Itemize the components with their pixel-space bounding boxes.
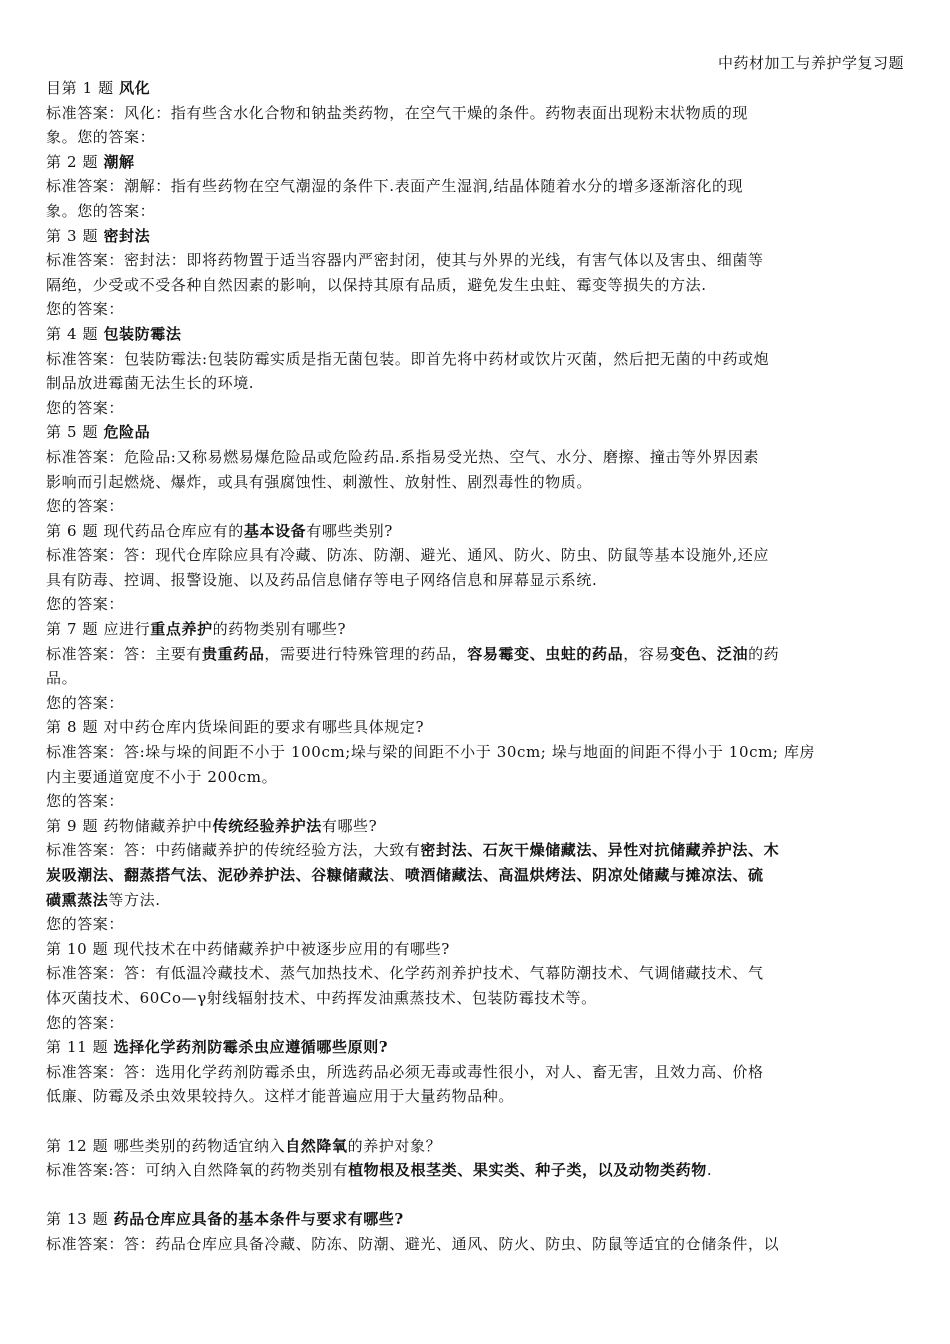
text-segment: ，容易 (623, 644, 671, 663)
answer-text-line (46, 101, 908, 126)
answer-text-line (46, 1060, 908, 1085)
bold-text: 密封法 (103, 226, 151, 245)
answer-text-line (46, 125, 908, 150)
question-number: 第 2 题 (46, 152, 104, 171)
text-segment: 您的答案： (46, 398, 125, 417)
text-segment: 标准答案：答：中药储藏养护的传统经验方法，大致有 (46, 841, 421, 860)
bold-text: 危险品 (103, 423, 151, 442)
text-segment: 的养护对象？ (347, 1136, 442, 1155)
question-heading (46, 617, 908, 642)
text-segment: 等方法. (108, 890, 161, 909)
bold-text: 风化 (119, 79, 151, 97)
answer-text-line (46, 1084, 908, 1109)
answer-text-line (46, 666, 908, 691)
text-segment: 品。 (46, 669, 78, 688)
question-heading (46, 76, 908, 101)
text-segment: 制品放进霉菌无法生长的环境. (46, 374, 255, 393)
answer-text-line (46, 174, 908, 199)
text-segment: 哪些类别的药物适宜纳入 (113, 1136, 286, 1155)
text-segment: 的药物类别有哪些? (212, 620, 347, 639)
text-segment: 您的答案： (46, 693, 125, 712)
question-heading (46, 715, 908, 740)
text-segment: 的药 (748, 644, 780, 663)
answer-text-line (46, 691, 908, 716)
bold-text: 喷酒储藏法、高温烘烤法、阴凉处储藏与摊凉法、硫 (404, 866, 764, 884)
question-number: 第 6 题 (46, 521, 104, 540)
text-segment: 您的答案： (46, 792, 125, 811)
bold-text: 变色、泛油 (670, 644, 749, 663)
bold-text: 植物根及根茎类、果实类、种子类，以及动物类药物 (348, 1161, 707, 1180)
bold-text: 潮解 (103, 152, 135, 171)
answer-text-line (46, 642, 908, 667)
question-heading (46, 1134, 908, 1159)
question-heading (46, 814, 908, 839)
text-segment: 、 (389, 866, 405, 884)
text-segment: 隔绝，少受或不受各种自然因素的影响，以保持其原有品质，避免发生虫蛀、霉变等损失的方法. (46, 275, 707, 294)
bold-text: 密封法、石灰干燥储藏法、异性对抗储藏养护法、木 (420, 841, 780, 860)
bold-text: 包装防霉法 (103, 324, 182, 343)
text-segment: 现代药品仓库应有的 (103, 521, 244, 540)
bold-text: 基本设备 (243, 521, 307, 540)
question-heading (46, 150, 908, 175)
text-segment: 标准答案：答:垛与垛的间距不小于 100cm;垛与梁的间距不小于 30cm; 垛与地面的间距不得小于 10cm; 库房 (46, 743, 816, 762)
text-segment: 标准答案：危险品:又称易燃易爆危险品或危险药品.系指易受光热、空气、水分、磨擦、撞击等外界因素 (46, 447, 760, 466)
page-header-title: 中药材加工与养护学复习题 (717, 54, 904, 72)
question-heading (46, 420, 908, 445)
question-number: 第 7 题 (46, 620, 104, 639)
bold-text: 磺熏蒸法 (46, 890, 109, 909)
text-segment: 您的答案： (46, 497, 125, 516)
bold-text: 容易霉变、虫蛀的药品 (467, 644, 624, 663)
question-number: 目第 1 题 (46, 79, 120, 97)
text-segment: 对中药仓库内货垛间距的要求有哪些具体规定? (103, 718, 425, 737)
question-heading (46, 937, 908, 962)
text-segment: ，需要进行特殊管理的药品， (264, 644, 468, 663)
text-segment: 象。您的答案： (46, 128, 156, 147)
answer-text-line (46, 445, 908, 470)
question-number: 第 13 题 (46, 1210, 114, 1229)
question-number: 第 5 题 (46, 423, 104, 442)
question-heading (46, 1207, 908, 1232)
answer-text-line (46, 470, 908, 495)
question-heading (46, 519, 908, 544)
question-number: 第 11 题 (46, 1038, 114, 1057)
answer-text-line (46, 1011, 908, 1036)
answer-text-line (46, 199, 908, 224)
question-heading (46, 1035, 908, 1060)
answer-text-line (46, 1158, 908, 1183)
text-segment: 标准答案：答：现代仓库除应具有冷藏、防冻、防潮、避光、通风、防火、防虫、防鼠等基本设施外,还应 (46, 546, 769, 565)
answer-text-line (46, 273, 908, 298)
bold-text: 炭吸潮法、翻蒸搭气法、泥砂养护法、谷糠储藏法 (46, 866, 390, 884)
question-number: 第 8 题 (46, 718, 104, 737)
answer-text-line (46, 765, 908, 790)
answer-text-line (46, 961, 908, 986)
question-number: 第 4 题 (46, 324, 104, 343)
answer-text-line (46, 297, 908, 322)
answer-text-line (46, 888, 908, 913)
bold-text: 选择化学药剂防霉杀虫应遵循哪些原则? (113, 1038, 389, 1057)
answer-text-line (46, 912, 908, 937)
question-number: 第 10 题 (46, 939, 114, 958)
text-segment: 体灭菌技术、60Co—γ射线辐射技术、中药挥发油熏蒸技术、包装防霉技术等。 (46, 988, 597, 1007)
bold-text: 自然降氧 (285, 1136, 348, 1155)
text-segment: 有哪些? (321, 816, 378, 835)
question-number: 第 9 题 (46, 816, 104, 835)
bold-text: 药品仓库应具备的基本条件与要求有哪些? (113, 1210, 404, 1229)
answer-text-line (46, 863, 908, 888)
text-segment: 象。您的答案： (46, 201, 156, 220)
text-segment: 药物储藏养护中 (103, 816, 213, 835)
text-segment: 您的答案： (46, 915, 125, 934)
blank-line (46, 1183, 908, 1208)
answer-text-line (46, 986, 908, 1011)
question-number: 第 12 题 (46, 1136, 114, 1155)
text-segment: 标准答案:答：可纳入自然降氧的药物类别有 (46, 1161, 349, 1180)
answer-text-line (46, 838, 908, 863)
text-segment: 影响而引起燃烧、爆炸，或具有强腐蚀性、刺激性、放射性、剧烈毒性的物质。 (46, 472, 593, 491)
text-segment: 标准答案：密封法：即将药物置于适当容器内严密封闭，使其与外界的光线，有害气体以及害虫、细菌等 (46, 251, 764, 270)
text-segment: 您的答案： (46, 1013, 125, 1032)
text-segment: 标准答案：潮解：指有些药物在空气潮湿的条件下.表面产生湿润,结晶体随着水分的增多逐渐溶化的现 (46, 177, 744, 196)
answer-text-line (46, 396, 908, 421)
bold-text: 传统经验养护法 (212, 816, 322, 835)
text-segment: 低廉、防霉及杀虫效果较持久。这样才能普遍应用于大量药物品种。 (46, 1087, 515, 1106)
answer-text-line (46, 1232, 908, 1257)
answer-text-line (46, 592, 908, 617)
question-heading (46, 322, 908, 347)
bold-text: 贵重药品 (202, 644, 265, 663)
question-list (46, 76, 908, 1257)
text-segment: 标准答案：答：选用化学药剂防霉杀虫，所选药品必须无毒或毒性很小，对人、畜无害，且效力高、价格 (46, 1062, 764, 1081)
text-segment: 内主要通道宽度不小于 200cm。 (46, 767, 278, 786)
text-segment: 标准答案：答：有低温冷藏技术、蒸气加热技术、化学药剂养护技术、气幕防潮技术、气调储藏技术、气 (46, 964, 764, 983)
answer-text-line (46, 789, 908, 814)
text-segment: 标准答案：风化：指有些含水化合物和钠盐类药物，在空气干燥的条件。药物表面出现粉末状物质的现 (46, 103, 749, 122)
text-segment: 您的答案： (46, 595, 125, 614)
blank-line (46, 1109, 908, 1134)
answer-text-line (46, 543, 908, 568)
text-segment: 您的答案： (46, 300, 125, 319)
answer-text-line (46, 371, 908, 396)
text-segment: 标准答案：包装防霉法:包装防霉实质是指无菌包装。即首先将中药材或饮片灭菌，然后把无菌的中药或炮 (46, 349, 770, 368)
text-segment: 应进行 (103, 620, 151, 639)
text-segment: 标准答案：答：药品仓库应具备冷藏、防冻、防潮、避光、通风、防火、防虫、防鼠等适宜的仓储条件，以 (46, 1234, 780, 1253)
answer-text-line (46, 740, 908, 765)
bold-text: 重点养护 (150, 620, 213, 639)
answer-text-line (46, 347, 908, 372)
text-segment: 有哪些类别? (306, 521, 393, 540)
question-heading (46, 224, 908, 249)
text-segment: 现代技术在中药储藏养护中被逐步应用的有哪些? (113, 939, 450, 958)
answer-text-line (46, 494, 908, 519)
answer-text-line (46, 568, 908, 593)
answer-text-line (46, 248, 908, 273)
text-segment: . (706, 1161, 713, 1180)
text-segment: 具有防毒、控调、报警设施、以及药品信息储存等电子网络信息和屏幕显示系统. (46, 570, 598, 589)
question-number: 第 3 题 (46, 226, 104, 245)
text-segment: 标准答案：答：主要有 (46, 644, 203, 663)
